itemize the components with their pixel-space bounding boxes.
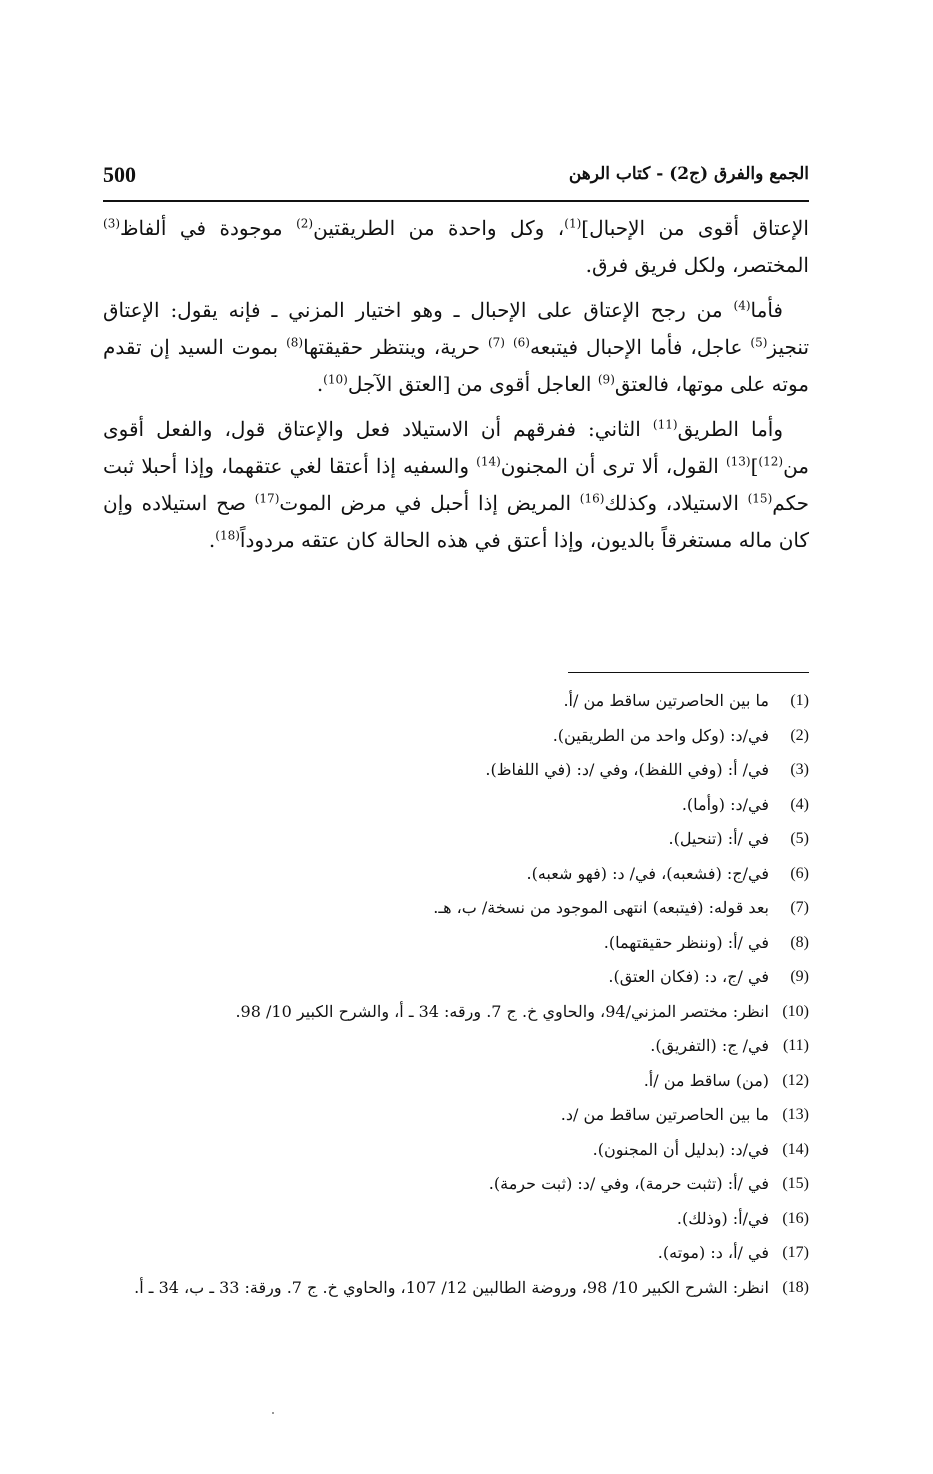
text-run: الاستيلاد، وكذلك bbox=[604, 491, 748, 515]
paragraph-1 bbox=[103, 210, 809, 284]
footnote-marker: (5) bbox=[750, 335, 768, 350]
footnote bbox=[103, 926, 809, 961]
footnote-text: في /أ، د: (موته). bbox=[657, 1243, 769, 1262]
footnote-number: (11) bbox=[782, 1037, 809, 1054]
footnote-marker: (8) bbox=[286, 335, 304, 350]
footnote-marker: (9) bbox=[597, 372, 615, 387]
page-header bbox=[103, 160, 809, 202]
running-title: الجمع والفرق (ج2) - كتاب الرهن bbox=[568, 164, 809, 184]
footnote-marker: (17) bbox=[254, 491, 280, 506]
text-run: بموت السيد إن تقدم موته على موتها، فالعتق bbox=[103, 335, 809, 396]
footnote bbox=[103, 822, 809, 857]
footnote-marker: (11) bbox=[652, 417, 678, 432]
footnote-number: (12) bbox=[782, 1071, 809, 1089]
footnote-marker: (7) bbox=[487, 335, 505, 350]
text-run: المختصر، ولكل فريق فرق. bbox=[585, 253, 809, 277]
footnote-marker: (2) bbox=[296, 216, 314, 231]
footnote-text: في/ أ: (وفي اللفظ)، وفي /د: (في اللفاظ). bbox=[485, 760, 769, 779]
footnote-marker: (18) bbox=[215, 528, 240, 543]
footnote bbox=[103, 857, 809, 892]
footnote bbox=[103, 1167, 809, 1202]
footnote-separator bbox=[568, 672, 809, 673]
footnote-text: انظر: مختصر المزني/94، والحاوي خ. ج 7. ورقه: 34 ـ أ، والشرح الكبير 10/ 98. bbox=[235, 1001, 769, 1021]
footnote-marker: (15) bbox=[747, 491, 773, 506]
footnote-marker: (4) bbox=[733, 298, 751, 313]
page-number: 500 bbox=[103, 162, 136, 187]
text-run: من رجح الإعتاق على الإحبال ـ وهو اختيار المزني ـ فإنه يقول: الإعتاق تنجيز bbox=[103, 298, 810, 359]
footnote-number: (2) bbox=[790, 726, 809, 744]
footnote bbox=[103, 684, 809, 719]
text-run: القول، ألا ترى أن المجنون bbox=[500, 454, 726, 478]
text-run: . bbox=[316, 372, 324, 396]
footnote-marker: (13) bbox=[725, 454, 751, 469]
footnote-marker: (16) bbox=[579, 491, 605, 506]
footnote-text: ما بين الحاصرتين ساقط من /د. bbox=[560, 1105, 769, 1124]
paragraph-2 bbox=[103, 292, 809, 403]
footnote-text: بعد قوله: (فيتبعه) انتهى الموجود من نسخة/ ب، هـ. bbox=[433, 898, 769, 917]
footnote bbox=[103, 1271, 809, 1306]
footnote-marker: (12) bbox=[758, 454, 784, 469]
text-run: صح استيلاده وإن كان ماله مستغرقاً بالديون، وإذا أعتق في هذه الحالة كان عتقه مردوداً bbox=[103, 491, 809, 552]
footnote-text: (من) ساقط من /أ. bbox=[643, 1070, 769, 1090]
footnote-text: انظر: الشرح الكبير 10/ 98، وروضة الطالبين 12/ 107، والحاوي خ. ج 7. ورقة: 33 ـ ب، 34 ـ أ. bbox=[134, 1277, 769, 1297]
footnote-marker: (6) bbox=[512, 335, 530, 350]
footnote-text: في/د: (بدليل أن المجنون). bbox=[592, 1139, 769, 1159]
text-run: ] bbox=[750, 454, 759, 478]
scan-speck bbox=[272, 1412, 274, 1414]
footnote bbox=[103, 1236, 809, 1271]
main-text bbox=[103, 210, 809, 567]
footnote-number: (9) bbox=[790, 968, 809, 985]
footnote-text: في /أ: (تثبت حرمة)، وفي /د: (ثبت حرمة). bbox=[488, 1174, 769, 1193]
footnote bbox=[103, 1202, 809, 1237]
text-run: . bbox=[208, 528, 216, 552]
footnote-text: في/ج: (فشعبه)، في/ د: (فهو شعبه). bbox=[526, 863, 769, 883]
text-run: الإعتاق أقوى من الإحبال] bbox=[581, 216, 809, 240]
paragraph-3 bbox=[103, 411, 809, 559]
footnote-number: (14) bbox=[782, 1140, 809, 1158]
footnote-text: في/د: (وأما). bbox=[681, 794, 769, 814]
footnote bbox=[103, 1098, 809, 1133]
text-run: فأما bbox=[750, 298, 783, 322]
footnote-number: (6) bbox=[790, 864, 809, 882]
footnote-number: (3) bbox=[790, 761, 809, 778]
text-run: العاجل أقوى من [العتق الآجل bbox=[347, 372, 598, 396]
footnote-marker: (3) bbox=[103, 216, 121, 231]
footnote bbox=[103, 719, 809, 754]
footnote-marker: (10) bbox=[323, 372, 348, 387]
footnote bbox=[103, 788, 809, 823]
text-run: المريض إذا أحبل في مرض الموت bbox=[279, 491, 580, 515]
footnote-number: (7) bbox=[790, 899, 809, 916]
footnote-marker: (1) bbox=[564, 216, 582, 231]
footnote-number: (16) bbox=[782, 1209, 809, 1227]
footnote-number: (4) bbox=[790, 795, 809, 813]
footnote-text: في/أ: (وذلك). bbox=[676, 1208, 769, 1228]
footnote bbox=[103, 1029, 809, 1064]
footnote-number: (17) bbox=[782, 1244, 809, 1261]
text-run: حرية، وينتظر حقيقتها bbox=[303, 335, 488, 359]
footnote-text: في/د: (وكل واحد من الطريقين). bbox=[552, 725, 769, 745]
footnote-marker: (14) bbox=[476, 454, 501, 469]
footnote-number: (15) bbox=[782, 1175, 809, 1192]
text-run: والسفيه إذا أعتقا لغي عتقهما، وإذا أحبلا ثبت حكم bbox=[103, 454, 809, 515]
footnote bbox=[103, 753, 809, 788]
footnote bbox=[103, 960, 809, 995]
footnote bbox=[103, 995, 809, 1030]
footnote-text: في /ج، د: (فكان العتق). bbox=[608, 967, 769, 986]
footnote bbox=[103, 891, 809, 926]
text-run bbox=[505, 335, 513, 359]
footnote-text: ما بين الحاصرتين ساقط من /أ. bbox=[563, 691, 769, 710]
footnote-text: في /أ: (وننظر حقيقتهما). bbox=[603, 932, 769, 952]
footnote-number: (18) bbox=[782, 1278, 809, 1296]
text-run: الثاني: ففرقهم أن الاستيلاد فعل والإعتاق قول، والفعل أقوى من bbox=[103, 417, 810, 478]
text-run: ، وكل واحدة من الطريقتين bbox=[313, 216, 565, 240]
footnote-text: في/ ج: (التفريق). bbox=[650, 1036, 769, 1055]
footnote-text: في /أ: (تنحيل). bbox=[668, 829, 769, 848]
text-run: موجودة في ألفاظ bbox=[120, 216, 297, 240]
footnote-number: (5) bbox=[790, 830, 809, 847]
footnote bbox=[103, 1133, 809, 1168]
text-run: عاجل، فأما الإحبال فيتبعه bbox=[529, 335, 751, 359]
footnote bbox=[103, 1064, 809, 1099]
footnote-number: (10) bbox=[782, 1002, 809, 1020]
footnote-number: (8) bbox=[790, 933, 809, 951]
footnote-number: (1) bbox=[790, 692, 809, 709]
footnote-number: (13) bbox=[782, 1106, 809, 1123]
footnotes-list bbox=[103, 684, 809, 1305]
text-run: وأما الطريق bbox=[677, 417, 783, 441]
